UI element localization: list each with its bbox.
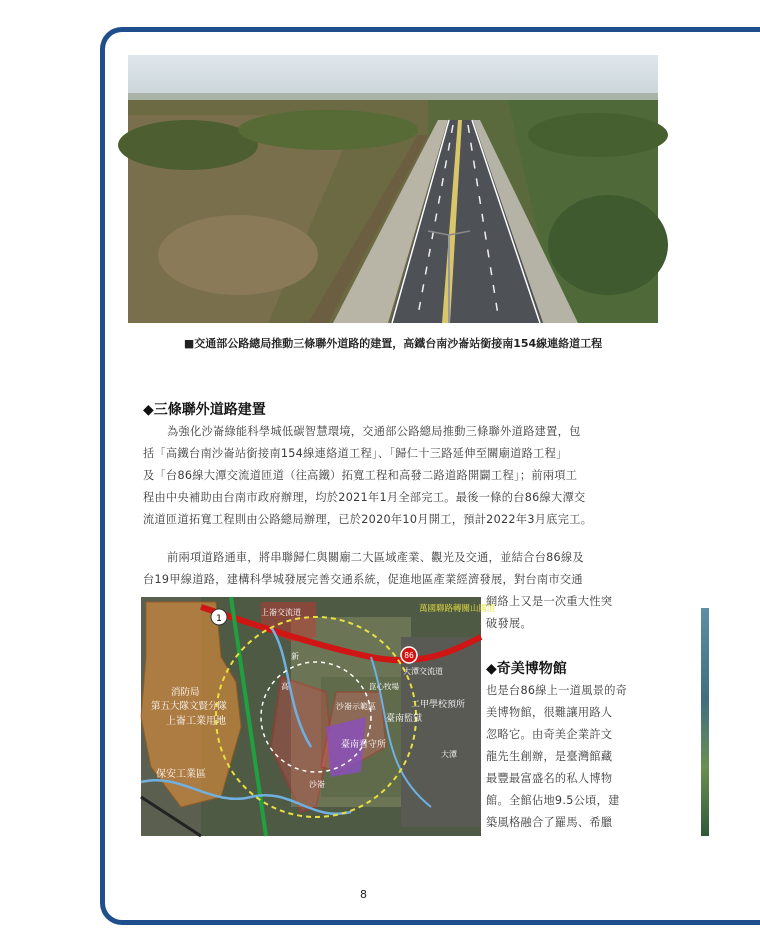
map-label-shalun: 沙崙: [309, 780, 325, 789]
map-label-school: 二甲學校預所: [411, 700, 466, 710]
text-line: 也是台86線上一道風景的奇: [486, 684, 628, 697]
text-line: 最豐最富盛名的私人博物: [486, 772, 613, 785]
map-label-baoan: 保安工業區: [156, 769, 206, 780]
map-label-ward: 沙崙示範區: [336, 702, 376, 711]
map-label-green: 大潭: [441, 750, 457, 759]
text-line: 流道匝道拓寬工程則由公路總局辦理，已於2020年10月開工，預計2022年3月底完工。: [143, 513, 593, 526]
map-label-corner: 萬國聯路轉關山國道: [419, 604, 496, 614]
photo-caption: ■交通部公路總局推動三條聯外道路的建置，高鐵台南沙崙站銜接南154線連絡道工程: [183, 337, 603, 350]
text-line: 為強化沙崙綠能科學城低碳智慧環境，交通部公路總局推動三條聯外道路建置，包: [167, 425, 581, 438]
map-label-road-top: 上崙交流道: [261, 608, 301, 617]
text-line: 龍先生創辦，是臺灣館藏: [486, 750, 613, 763]
map-label-industrial: 上崙工業用地: [166, 716, 226, 727]
section-roads-paragraph-2: [143, 547, 643, 591]
aerial-road-photo: [128, 55, 658, 323]
section-heading-roads: ◆三條聯外道路建置: [143, 402, 266, 418]
text-line: 忽略它。由奇美企業許文: [486, 728, 613, 741]
text-line: 台19甲線道路，建構科學城發展完善交通系統，促進地區產業經濟發展，對台南市交通: [143, 573, 583, 586]
map-label-tan: 大潭交流道: [403, 667, 443, 676]
map-label-fire: 消防局: [171, 687, 200, 698]
map-label-route-1: 1: [216, 614, 222, 624]
text-line: 前兩項道路通車，將串聯歸仁與關廟二大區域產業、觀光及交通，並結合台86線及: [167, 551, 584, 564]
next-page-photo-edge: [701, 608, 709, 836]
text-line: 築風格融合了羅馬、希臘: [486, 816, 613, 829]
text-line: 美博物館，很難讓用路人: [486, 706, 613, 719]
section-roads-paragraph-1: [143, 421, 643, 531]
text-line: 館。全館佔地9.5公頃，建: [486, 794, 620, 807]
section-heading-chimei: ◆奇美博物館: [486, 661, 567, 677]
text-line: 及「台86線大潭交流道匝道（往高鐵）拓寬工程和高發二路道路開闢工程」；前兩項工: [143, 469, 578, 482]
text-line: 程由中央補助由台南市政府辦理，均於2021年1月全部完工。最後一條的台86線大潭交: [143, 491, 586, 504]
map-label-new: 新: [291, 652, 299, 661]
map-label-farm: 崑心牧場: [369, 682, 399, 691]
page-number: 8: [360, 888, 367, 901]
map-label-prison: 臺南監獄: [386, 714, 423, 724]
text-line: 破發展。: [486, 617, 532, 630]
map-label-branch: 第五大隊文賢分隊: [151, 701, 228, 712]
text-line: 括「高鐵台南沙崙站銜接南154線連絡道工程」、「歸仁十三路延伸至關廟道路工程」: [143, 447, 568, 460]
text-line: 網絡上又是一次重大性突: [486, 595, 613, 608]
section-roads-paragraph-2-tail: [486, 591, 643, 635]
map-label-high: 高: [281, 682, 289, 691]
map-label-route-86: 86: [404, 651, 414, 660]
satellite-map: [141, 597, 496, 836]
section-chimei-paragraph: [486, 680, 643, 834]
map-label-area: 臺南看守所: [341, 740, 387, 750]
